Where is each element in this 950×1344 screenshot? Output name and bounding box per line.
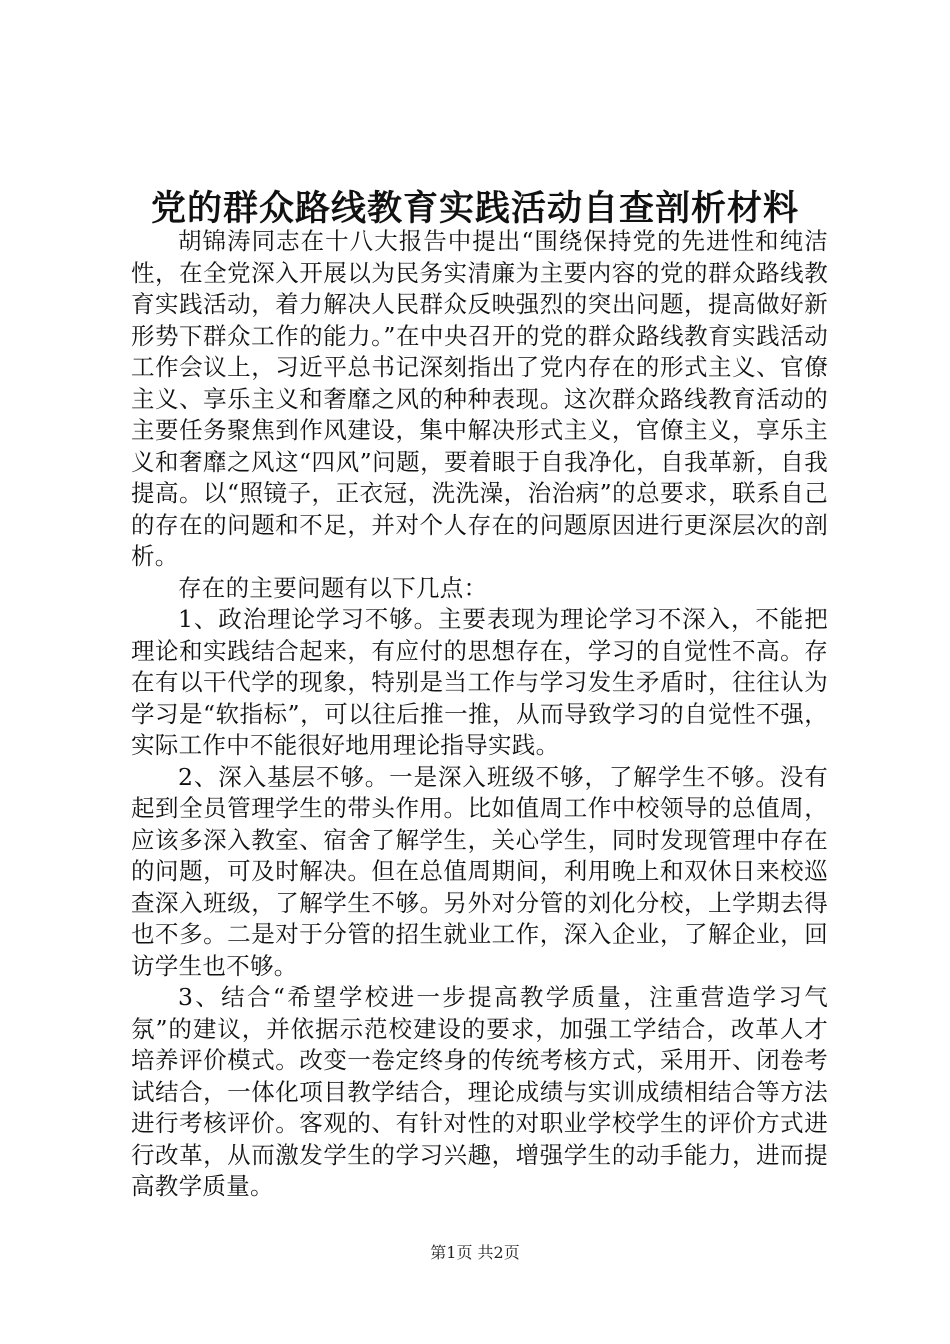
document-title: 党的群众路线教育实践活动自查剖析材料 (150, 188, 799, 229)
paragraph-problems-heading: 存在的主要问题有以下几点： (178, 573, 488, 602)
paragraph-problem-1: 1、政治理论学习不够。主要表现为理论学习不深入，不能把理论和实践结合起来，有应付的思想存在，学习的自觉性不高。存在有以干代学的现象，特别是当工作与学习发生矛盾时，往往认为学习是“软指标”，可以往后推一推，从而导致学习的自觉性不强，实际工作中不能很好地用理论指导实践。 (131, 605, 828, 759)
paragraph-problem-2: 2、深入基层不够。一是深入班级不够，了解学生不够。没有起到全员管理学生的带头作用。比如值周工作中校领导的总值周，应该多深入教室、宿舍了解学生，关心学生，同时发现管理中存在的问题，可及时解决。但在总值周期间，利用晚上和双休日来校巡查深入班级，了解学生不够。另外对分管的刘化分校，上学期去得也不多。二是对于分管的招生就业工作，深入企业，了解企业，回访学生也不够。 (131, 762, 828, 980)
document-body (131, 226, 828, 1203)
paragraph-intro: 胡锦涛同志在十八大报告中提出“围绕保持党的先进性和纯洁性，在全党深入开展以为民务实清廉为主要内容的党的群众路线教育实践活动，着力解决人民群众反映强烈的突出问题，提高做好新形势下群众工作的能力。”在中央召开的党的群众路线教育实践活动工作会议上，习近平总书记深刻指出了党内存在的形式主义、官僚主义、享乐主义和奢靡之风的种种表现。这次群众路线教育活动的主要任务聚焦到作风建设，集中解决形式主义，官僚主义，享乐主义和奢靡之风这“四风”问题，要着眼于自我净化，自我革新，自我提高。以“照镜子，正衣冠，洗洗澡，治治病”的总要求，联系自己的存在的问题和不足，并对个人存在的问题原因进行更深层次的剖析。 (131, 227, 828, 570)
paragraph-problem-3: 3、结合“希望学校进一步提高教学质量，注重营造学习气氛”的建议，并依据示范校建设的要求，加强工学结合，改革人才培养评价模式。改变一卷定终身的传统考核方式，采用开、闭卷考试结合，一体化项目教学结合，理论成绩与实训成绩相结合等方法进行考核评价。客观的、有针对性的对职业学校学生的评价方式进行改革，从而激发学生的学习兴趣，增强学生的动手能力，进而提高教学质量。 (131, 983, 828, 1200)
page-footer: 第1页 共2页 (430, 1243, 520, 1262)
